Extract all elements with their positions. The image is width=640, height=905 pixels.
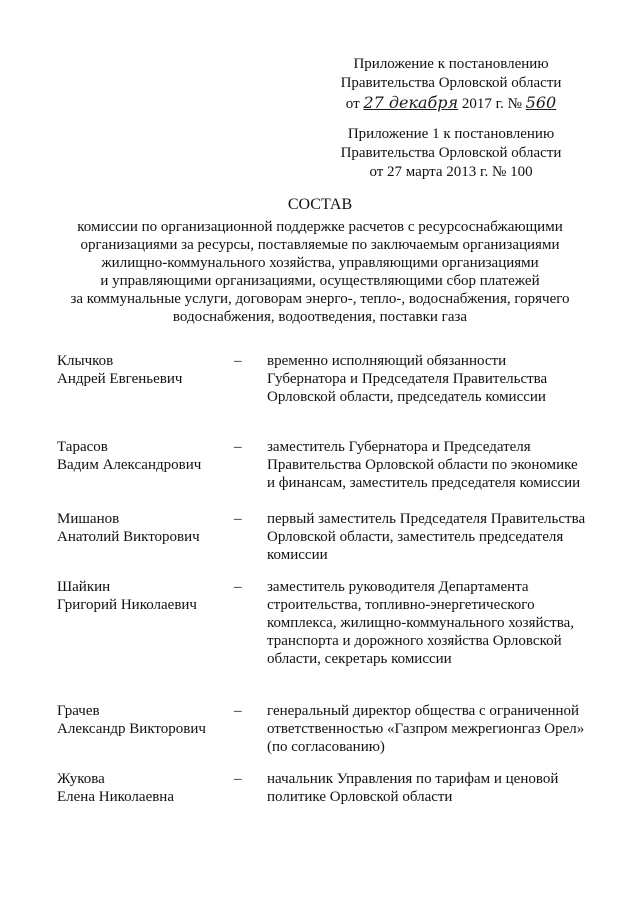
member-given-name: Александр Викторович <box>57 721 206 737</box>
member-surname: Мишанов <box>57 511 120 527</box>
original-appendix-line-2: Правительства Орловской области <box>340 145 562 161</box>
handwritten-date: 27 декабря <box>363 93 459 112</box>
member-dash: – <box>234 771 242 787</box>
original-appendix-header <box>320 125 582 182</box>
member-surname: Грачев <box>57 703 100 719</box>
date-prefix: от <box>345 96 360 112</box>
subtitle-line: за коммунальные услуги, договорам энерго-, тепло-, водоснабжения, горячего <box>70 291 570 307</box>
role-line: Губернатора и Председателя Правительства <box>267 371 548 387</box>
member-given-name: Вадим Александрович <box>57 457 202 473</box>
role-line: Правительства Орловской области по экономике <box>267 457 578 473</box>
subtitle-line: организациями за ресурсы, поставляемые по заключаемым организациями <box>80 237 560 253</box>
member-name <box>57 578 227 614</box>
member-surname: Шайкин <box>57 579 111 595</box>
member-surname: Тарасов <box>57 439 108 455</box>
member-given-name: Андрей Евгеньевич <box>57 371 183 387</box>
member-surname: Клычков <box>57 353 114 369</box>
role-line: Орловской области, председатель комиссии <box>267 389 546 405</box>
role-line: комиссии <box>267 547 328 563</box>
member-role <box>267 352 597 406</box>
member-surname: Жукова <box>57 771 105 787</box>
role-line: области, секретарь комиссии <box>267 651 452 667</box>
role-line: и финансам, заместитель председателя комиссии <box>267 475 581 491</box>
member-dash: – <box>234 703 242 719</box>
subtitle-line: и управляющими организациями, осуществляющими сбор платежей <box>100 273 540 289</box>
subtitle-line: комиссии по организационной поддержке расчетов с ресурсоснабжающими <box>77 219 563 235</box>
role-line: строительства, топливно-энергетического <box>267 597 535 613</box>
member-name <box>57 438 227 474</box>
subtitle-line: водоснабжения, водоотведения, поставки газа <box>172 309 468 325</box>
member-role <box>267 702 597 756</box>
member-role <box>267 510 597 564</box>
member-name <box>57 770 227 806</box>
member-given-name: Елена Николаевна <box>57 789 174 805</box>
document-subtitle <box>52 218 588 326</box>
role-line: (по согласованию) <box>267 739 385 755</box>
original-appendix-line-3: от 27 марта 2013 г. № 100 <box>369 164 533 180</box>
role-line: комплекса, жилищно-коммунального хозяйства, <box>267 615 575 631</box>
member-name <box>57 702 227 738</box>
appendix-line-2: Правительства Орловской области <box>340 75 562 91</box>
member-dash: – <box>234 579 242 595</box>
member-given-name: Анатолий Викторович <box>57 529 200 545</box>
role-line: политике Орловской области <box>267 789 453 805</box>
appendix-header <box>320 55 582 114</box>
member-name <box>57 352 227 388</box>
year-text: 2017 г. № <box>461 96 522 112</box>
role-line: транспорта и дорожного хозяйства Орловской <box>267 633 562 649</box>
role-line: начальник Управления по тарифам и ценовой <box>267 771 559 787</box>
role-line: временно исполняющий обязанности <box>267 353 507 369</box>
member-role <box>267 770 597 806</box>
member-role <box>267 438 597 492</box>
original-appendix-line-1: Приложение 1 к постановлению <box>347 126 555 142</box>
member-given-name: Григорий Николаевич <box>57 597 197 613</box>
role-line: первый заместитель Председателя Правительства <box>267 511 586 527</box>
role-line: заместитель руководителя Департамента <box>267 579 529 595</box>
appendix-line-1: Приложение к постановлению <box>353 56 549 72</box>
member-dash: – <box>234 353 242 369</box>
role-line: заместитель Губернатора и Председателя <box>267 439 531 455</box>
role-line: ответственностью «Газпром межрегионгаз Орел» <box>267 721 585 737</box>
member-name <box>57 510 227 546</box>
subtitle-line: жилищно-коммунального хозяйства, управляющими организациями <box>101 255 539 271</box>
role-line: генеральный директор общества с ограниченной <box>267 703 580 719</box>
member-role <box>267 578 597 668</box>
member-dash: – <box>234 511 242 527</box>
appendix-date-line <box>320 93 582 114</box>
document-title: СОСТАВ <box>287 196 353 213</box>
role-line: Орловской области, заместитель председателя <box>267 529 564 545</box>
member-dash: – <box>234 439 242 455</box>
handwritten-number: 560 <box>525 93 557 112</box>
